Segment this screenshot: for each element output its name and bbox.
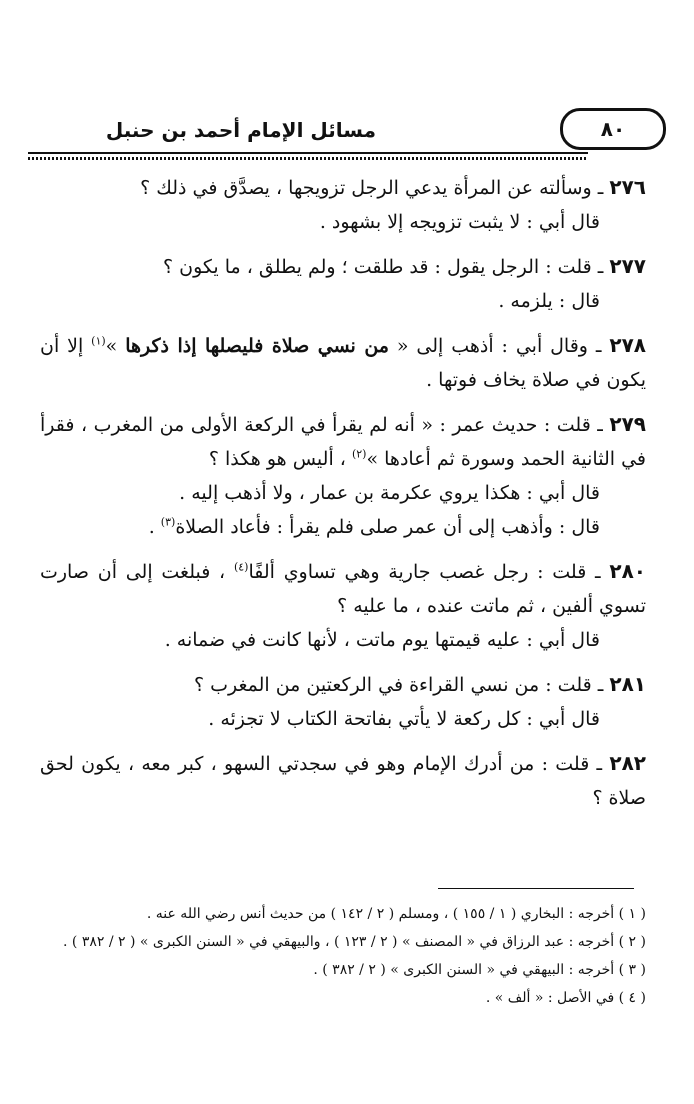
- footnote-3: ( ٣ ) أخرجه : البيهقي في « السنن الكبرى » ( ٢ / ٣٨٢ ) .: [313, 962, 646, 978]
- main-text: [40, 170, 646, 825]
- page-number: ٨٠: [600, 117, 626, 141]
- entry-answer: قال : يلزمه .: [498, 290, 600, 312]
- footnote-ref: (٢): [351, 447, 367, 461]
- page-number-badge: [560, 108, 666, 150]
- entry-280: [40, 554, 646, 657]
- entry-text-post: »: [105, 335, 126, 357]
- footnote-ref: (٣): [160, 515, 176, 529]
- entry-answer: قال أبي : هكذا يروي عكرمة بن عمار ، ولا أذهب إليه .: [179, 482, 600, 504]
- entry-answer-end: .: [148, 516, 161, 538]
- header-rule: [28, 152, 588, 160]
- entry-text: ـ قلت : رجل غصب جارية وهي تساوي ألفًا: [248, 561, 601, 583]
- footnote-2: ( ٢ ) أخرجه : عبد الرزاق في « المصنف » ( ٢ / ١٢٣ ) ، والبيهقي في « السنن الكبرى » ( ٢ / ٣٨٢ ) .: [63, 934, 646, 950]
- entry-text-cont: ، فبلغت إلى أن صارت تسوي ألفين ، ثم ماتت عنده ، ما عليه ؟: [40, 561, 646, 617]
- footnote-ref: (٤): [233, 560, 249, 574]
- footnote-ref: (١): [91, 334, 106, 348]
- entry-answer: قال أبي : كل ركعة لا يأتي بفاتحة الكتاب لا تجزئه .: [208, 708, 600, 730]
- entry-text: ـ قلت : من أدرك الإمام وهو في سجدتي السهو ، كبر معه ، يكون لحق صلاة ؟: [40, 753, 646, 809]
- entry-number: ٢٨١: [609, 672, 646, 696]
- page-header: [28, 108, 666, 152]
- entry-281: [40, 667, 646, 736]
- entry-number: ٢٨٠: [609, 559, 647, 583]
- entry-answer: قال أبي : لا يثبت تزويجه إلا بشهود .: [319, 211, 600, 233]
- entry-text: ـ وسألته عن المرأة يدعي الرجل تزويجها ، يصدَّق في ذلك ؟: [140, 177, 604, 199]
- entry-text-cont: ، أليس هو هكذا ؟: [208, 448, 352, 470]
- footnote-separator: [438, 888, 634, 889]
- entry-text: ـ قلت : الرجل يقول : قد طلقت ؛ ولم يطلق ، ما يكون ؟: [163, 256, 604, 278]
- footnote-4: ( ٤ ) في الأصل : « ألف » .: [485, 990, 646, 1006]
- entry-277: [40, 249, 646, 318]
- entry-text-post2: إلا أن يكون في صلاة يخاف فوتها .: [40, 335, 646, 391]
- entry-279: [40, 407, 646, 544]
- entry-answer-text: قال : وأذهب إلى أن عمر صلى فلم يقرأ : فأعاد الصلاة: [175, 516, 600, 538]
- entry-text: ـ قلت : من نسي القراءة في الركعتين من المغرب ؟: [193, 674, 604, 696]
- entry-number: ٢٧٩: [609, 412, 646, 436]
- entry-number: ٢٧٨: [609, 333, 646, 357]
- entry-text-pre: ـ وقال أبي : أذهب إلى «: [388, 335, 602, 357]
- footnote-1: ( ١ ) أخرجه : البخاري ( ١ / ١٥٥ ) ، ومسلم ( ٢ / ١٤٢ ) من حديث أنس رضي الله عنه .: [146, 906, 646, 922]
- entry-answer: قال أبي : عليه قيمتها يوم ماتت ، لأنها كانت في ضمانه .: [164, 629, 600, 651]
- book-title: مسائل الإمام أحمد بن حنبل: [105, 118, 376, 142]
- entry-276: [40, 170, 646, 239]
- hadith-quote: من نسي صلاة فليصلها إذا ذكرها: [125, 335, 389, 357]
- entry-282: [40, 746, 646, 815]
- entry-278: [40, 328, 646, 397]
- entry-number: ٢٧٦: [609, 175, 646, 199]
- entry-number: ٢٨٢: [609, 751, 646, 775]
- entry-answer-2: [40, 510, 646, 544]
- entry-number: ٢٧٧: [609, 254, 646, 278]
- entry-text: ـ قلت : حديث عمر : « أنه لم يقرأ في الركعة الأولى من المغرب ، فقرأ في الثانية الحمد وسورة ثم أعادها »: [40, 414, 646, 470]
- footnotes: [40, 900, 646, 1012]
